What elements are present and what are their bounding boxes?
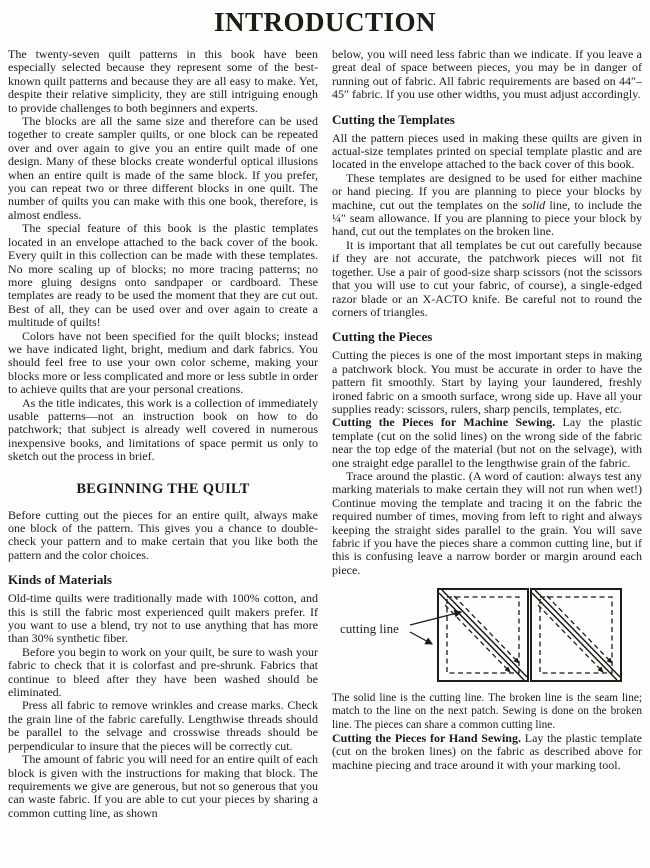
paragraph bbox=[332, 172, 642, 239]
text-segment: Lay the plastic template (cut on the solid lines) on the wrong side of the fabric near the top edge of the material (but not on the selvage), with one straight edge parallel to the lengthwise grain of the fabric. bbox=[332, 415, 643, 470]
text-segment: Colors have not been specified for the quilt blocks; instead we have indicated light, bright, medium and dark fabrics. You should feel free to use your own color scheme, making your blocks more or less complicated and more or less subtle in order to achieve quilts that are your personal creations. bbox=[8, 328, 318, 397]
left-patch-square bbox=[438, 589, 528, 681]
text-segment: The blocks are all the same size and therefore can be used together to create sampler quilts, or one block can be repeated over and over again to give you an entire quilt made of one design. Many of these blocks create wonderful optical illusions when an entire quilt is made of the same block. If you prefer, you can repeat two or three different blocks in one quilt. The number of quilts you can make with this one book, therefore, is almost endless. bbox=[8, 114, 318, 222]
paragraph bbox=[8, 699, 318, 753]
label-arrow-to-diagonal bbox=[410, 612, 461, 625]
text-segment: The amount of fabric you will need for an entire quilt of each block is given with the instructions for making that block. The requirements we give are generous, but not so generous that you can waste fabric. If you are able to cut your pieces by sharing a common cutting line, as shown bbox=[8, 752, 318, 820]
right-column bbox=[332, 48, 642, 820]
right-column-text-bottom bbox=[332, 692, 642, 772]
paragraph bbox=[8, 753, 318, 820]
text-segment: Trace around the plastic. (A word of caution: always test any marking materials to make certain they will not run when wet!) Continue moving the template and tracing it on the fabric the required number of times, moving from left to right and always keeping the straight sides parallel to the grain. You will save fabric if you have the pieces share a common cutting line, but if this is confusing leave a narrow border or margin around each piece. bbox=[332, 468, 642, 577]
paragraph bbox=[8, 48, 318, 115]
cutting-line-diagram bbox=[332, 583, 643, 689]
paragraph bbox=[8, 330, 318, 397]
two-column-layout bbox=[8, 48, 642, 820]
paragraph bbox=[8, 646, 318, 700]
paragraph bbox=[332, 132, 642, 172]
cutting-line-figure bbox=[332, 583, 642, 689]
figure-label: cutting line bbox=[340, 621, 399, 637]
text-segment: below, you will need less fabric than we indicate. If you leave a great deal of space between pieces, you may be in danger of running out of fabric. All fabric requirements are based on 44″–45″ fabric. If you use other widths, you must adjust accordingly. bbox=[332, 47, 642, 102]
right-column-text-top bbox=[332, 48, 642, 577]
paragraph bbox=[332, 470, 642, 577]
text-segment: line, to include the ¼″ seam allowance. If you are planning to piece your block by hand, cut out the templates on the broken line. bbox=[332, 197, 643, 239]
run-in-heading: Cutting the Pieces for Hand Sewing. bbox=[332, 730, 525, 745]
text-segment: The special feature of this book is the plastic templates located in an envelope attached to the back cover of the book. Every quilt in this collection can be made with these templates. No more scaling up of blocks; no more tracing patterns; no more gluing designs onto sandpaper or cardboard. These templates are ready to be used the moment that they are cut out. Best of all, they can be used over and over again to create a multitude of quilts! bbox=[8, 221, 318, 330]
figure-caption: The solid line is the cutting line. The broken line is the seam line; match to the line on the next patch. Sewing is done on the broken line. The pieces can share a common cutting line. bbox=[332, 692, 642, 731]
paragraph bbox=[332, 48, 642, 102]
section-heading: BEGINNING THE QUILT bbox=[76, 480, 250, 497]
text-segment: Lay the plastic template (cut on the broken lines) on the fabric as described above for machine piecing and trace around it with your marking tool. bbox=[332, 730, 642, 772]
paragraph bbox=[332, 416, 642, 470]
subsection-heading: Cutting the Pieces bbox=[332, 329, 433, 345]
paragraph bbox=[332, 732, 642, 772]
left-column bbox=[8, 48, 318, 820]
text-segment: Before cutting out the pieces for an entire quilt, always make one block of the pattern. This gives you a chance to double-check your pattern and to make certain that you like both the pattern and the color choices. bbox=[8, 507, 318, 562]
text-segment: It is important that all templates be cut out carefully because if they are not accurate, the patchwork pieces will not fit together. Use a pair of good-size sharp scissors (not the scissors that you will use to cut your fabric, of course), a single-edged razor blade or an X-ACTO knife. Be careful not to round the corners of triangles. bbox=[332, 237, 642, 319]
text-segment: Cutting the pieces is one of the most important steps in making a patchwork block. You must be accurate in order to have the pattern fit smoothly. Start by laying your laundered, freshly ironed fabric on a smooth surface, wrong side up. Have all your supplies ready: scissors, rulers, sharp pencils, templates, etc. bbox=[332, 348, 642, 416]
subsection-heading: Cutting the Templates bbox=[332, 111, 455, 127]
text-segment: All the pattern pieces used in making these quilts are given in actual-size templates printed on special template plastic and are located in the envelope attached to the back cover of this book. bbox=[332, 130, 642, 172]
paragraph bbox=[8, 115, 318, 222]
text-segment: The twenty-seven quilt patterns in this book have been especially selected because they represent some of the best-known quilt patterns and because they are all easy to make. Yet, despite their relative simplicity, they are still intriguing enough to provide challenges to both beginners and experts. bbox=[8, 47, 318, 115]
run-in-heading: Cutting the Pieces for Machine Sewing. bbox=[332, 415, 563, 430]
label-arrow-to-border bbox=[410, 632, 432, 644]
text-segment: These templates are designed to be used for either machine or hand piecing. If you are planning to piece your blocks by machine, cut out the templates on the bbox=[332, 170, 642, 212]
right-patch-square bbox=[531, 589, 621, 681]
text-segment: Press all fabric to remove wrinkles and crease marks. Check the grain line of the fabric carefully. Lengthwise threads should be parallel to the selvage and crosswise threads should be perpendicular to insure that the pieces will be correctly cut. bbox=[8, 698, 318, 753]
paragraph bbox=[8, 592, 318, 646]
paragraph bbox=[8, 509, 318, 563]
text-segment: As the title indicates, this work is a collection of immediately usable patterns—not an instruction book on how to do patchwork; that subject is already well covered in numerous inexpensive books, and limitations of space permit us only to sketch out the process in brief. bbox=[8, 395, 318, 464]
text-segment: solid bbox=[521, 197, 546, 212]
text-segment: Old-time quilts were traditionally made with 100% cotton, and this is still the fabric most experienced quilt makers prefer. If you want to use a blend, try not to use anything that has more than 30% synthetic fiber. bbox=[8, 591, 318, 646]
paragraph bbox=[332, 239, 642, 319]
text-segment: Before you begin to work on your quilt, be sure to wash your fabric to check that it is colorfast and pre-shrunk. Fabrics that continue to bleed after they have been washed should be eliminated. bbox=[8, 644, 318, 700]
paragraph bbox=[8, 222, 318, 329]
paragraph bbox=[332, 349, 642, 416]
subsection-heading: Kinds of Materials bbox=[8, 572, 112, 588]
left-column-text bbox=[8, 48, 318, 820]
page-title: INTRODUCTION bbox=[213, 7, 437, 37]
paragraph bbox=[8, 397, 318, 464]
